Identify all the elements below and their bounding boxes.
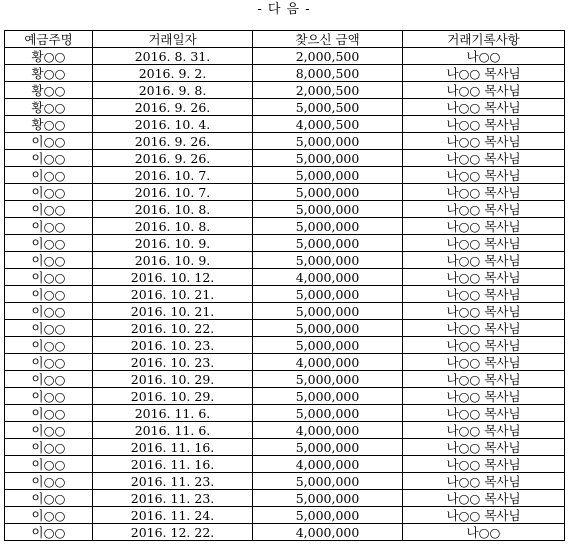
memo-cell: 나○○ 목사님 (403, 235, 565, 252)
memo-cell: 나○○ 목사님 (403, 286, 565, 303)
account-holder-cell: 황○○ (5, 65, 93, 82)
amount-cell: 5,000,000 (253, 167, 403, 184)
amount-cell: 5,000,000 (253, 490, 403, 507)
amount-cell: 4,000,000 (253, 456, 403, 473)
memo-cell: 나○○ 목사님 (403, 133, 565, 150)
account-holder-cell: 이○○ (5, 133, 93, 150)
table-row (5, 388, 565, 405)
amount-cell: 5,000,000 (253, 201, 403, 218)
memo-cell: 나○○ 목사님 (403, 167, 565, 184)
account-holder-cell: 황○○ (5, 82, 93, 99)
memo-cell: 나○○ 목사님 (403, 439, 565, 456)
memo-cell: 나○○ 목사님 (403, 252, 565, 269)
table-row (5, 303, 565, 320)
account-holder-cell: 이○○ (5, 201, 93, 218)
amount-cell: 5,000,500 (253, 99, 403, 116)
account-holder-cell: 이○○ (5, 337, 93, 354)
memo-cell: 나○○ 목사님 (403, 116, 565, 133)
transaction-date-cell: 2016. 11. 23. (93, 473, 253, 490)
table-row (5, 371, 565, 388)
memo-cell: 나○○ 목사님 (403, 218, 565, 235)
table-row (5, 507, 565, 524)
table-row (5, 65, 565, 82)
memo-cell: 나○○ 목사님 (403, 354, 565, 371)
amount-cell: 2,000,500 (253, 82, 403, 99)
transaction-date-cell: 2016. 10. 8. (93, 218, 253, 235)
amount-cell: 5,000,000 (253, 507, 403, 524)
transaction-date-cell: 2016. 10. 21. (93, 303, 253, 320)
table-row (5, 320, 565, 337)
account-holder-cell: 이○○ (5, 269, 93, 286)
transaction-date-cell: 2016. 10. 9. (93, 252, 253, 269)
account-holder-cell: 이○○ (5, 218, 93, 235)
amount-cell: 5,000,000 (253, 218, 403, 235)
memo-cell: 나○○ (403, 524, 565, 541)
account-holder-cell: 이○○ (5, 354, 93, 371)
amount-cell: 5,000,000 (253, 286, 403, 303)
table-row (5, 354, 565, 371)
account-holder-cell: 이○○ (5, 456, 93, 473)
amount-cell: 4,000,000 (253, 422, 403, 439)
transaction-date-cell: 2016. 10. 9. (93, 235, 253, 252)
memo-cell: 나○○ 목사님 (403, 303, 565, 320)
table-body (5, 48, 565, 541)
transaction-date-cell: 2016. 10. 29. (93, 388, 253, 405)
table-row (5, 133, 565, 150)
transaction-date-cell: 2016. 10. 23. (93, 354, 253, 371)
transaction-date-cell: 2016. 10. 7. (93, 167, 253, 184)
transaction-date-cell: 2016. 9. 8. (93, 82, 253, 99)
account-holder-cell: 이○○ (5, 252, 93, 269)
account-holder-cell: 이○○ (5, 286, 93, 303)
transaction-date-cell: 2016. 12. 22. (93, 524, 253, 541)
amount-cell: 4,000,000 (253, 524, 403, 541)
account-holder-cell: 이○○ (5, 150, 93, 167)
transaction-date-cell: 2016. 9. 26. (93, 150, 253, 167)
header-transaction-memo: 거래기록사항 (403, 31, 565, 48)
account-holder-cell: 이○○ (5, 473, 93, 490)
account-holder-cell: 이○○ (5, 439, 93, 456)
memo-cell: 나○○ 목사님 (403, 388, 565, 405)
table-row (5, 201, 565, 218)
amount-cell: 5,000,000 (253, 405, 403, 422)
amount-cell: 5,000,000 (253, 303, 403, 320)
table-row (5, 456, 565, 473)
table-row (5, 286, 565, 303)
table-row (5, 490, 565, 507)
table-row (5, 235, 565, 252)
memo-cell: 나○○ 목사님 (403, 371, 565, 388)
transaction-date-cell: 2016. 10. 23. (93, 337, 253, 354)
amount-cell: 5,000,000 (253, 184, 403, 201)
transaction-date-cell: 2016. 10. 12. (93, 269, 253, 286)
transaction-date-cell: 2016. 11. 6. (93, 422, 253, 439)
transaction-date-cell: 2016. 11. 23. (93, 490, 253, 507)
table-row (5, 48, 565, 65)
amount-cell: 5,000,000 (253, 337, 403, 354)
transaction-date-cell: 2016. 11. 16. (93, 439, 253, 456)
transaction-date-cell: 2016. 10. 22. (93, 320, 253, 337)
account-holder-cell: 이○○ (5, 490, 93, 507)
memo-cell: 나○○ 목사님 (403, 490, 565, 507)
amount-cell: 5,000,000 (253, 150, 403, 167)
account-holder-cell: 이○○ (5, 235, 93, 252)
amount-cell: 5,000,000 (253, 235, 403, 252)
memo-cell: 나○○ 목사님 (403, 99, 565, 116)
header-transaction-date: 거래일자 (93, 31, 253, 48)
account-holder-cell: 이○○ (5, 320, 93, 337)
table-row (5, 116, 565, 133)
transaction-date-cell: 2016. 10. 7. (93, 184, 253, 201)
memo-cell: 나○○ 목사님 (403, 473, 565, 490)
account-holder-cell: 황○○ (5, 116, 93, 133)
table-row (5, 167, 565, 184)
amount-cell: 5,000,000 (253, 320, 403, 337)
account-holder-cell: 이○○ (5, 303, 93, 320)
table-row (5, 184, 565, 201)
transaction-date-cell: 2016. 11. 16. (93, 456, 253, 473)
transaction-date-cell: 2016. 11. 6. (93, 405, 253, 422)
table-row (5, 439, 565, 456)
table-row (5, 82, 565, 99)
transaction-date-cell: 2016. 9. 26. (93, 99, 253, 116)
amount-cell: 5,000,000 (253, 473, 403, 490)
transaction-date-cell: 2016. 11. 24. (93, 507, 253, 524)
account-holder-cell: 이○○ (5, 388, 93, 405)
section-heading: - 다 음 - (257, 2, 311, 17)
memo-cell: 나○○ 목사님 (403, 507, 565, 524)
memo-cell: 나○○ 목사님 (403, 65, 565, 82)
amount-cell: 5,000,000 (253, 439, 403, 456)
amount-cell: 5,000,000 (253, 133, 403, 150)
withdrawal-table (4, 30, 565, 541)
account-holder-cell: 이○○ (5, 184, 93, 201)
table-row (5, 252, 565, 269)
transaction-date-cell: 2016. 9. 2. (93, 65, 253, 82)
account-holder-cell: 이○○ (5, 371, 93, 388)
table-row (5, 422, 565, 439)
amount-cell: 4,000,000 (253, 354, 403, 371)
memo-cell: 나○○ 목사님 (403, 320, 565, 337)
memo-cell: 나○○ 목사님 (403, 269, 565, 286)
memo-cell: 나○○ 목사님 (403, 201, 565, 218)
memo-cell: 나○○ 목사님 (403, 405, 565, 422)
account-holder-cell: 이○○ (5, 422, 93, 439)
amount-cell: 5,000,000 (253, 371, 403, 388)
header-withdrawn-amount: 찾으신 금액 (253, 31, 403, 48)
transaction-date-cell: 2016. 9. 26. (93, 133, 253, 150)
table-row (5, 99, 565, 116)
memo-cell: 나○○ 목사님 (403, 150, 565, 167)
header-account-holder: 예금주명 (5, 31, 93, 48)
amount-cell: 5,000,000 (253, 252, 403, 269)
account-holder-cell: 황○○ (5, 99, 93, 116)
table-header (5, 31, 565, 48)
transaction-date-cell: 2016. 10. 21. (93, 286, 253, 303)
memo-cell: 나○○ 목사님 (403, 337, 565, 354)
account-holder-cell: 황○○ (5, 48, 93, 65)
amount-cell: 2,000,500 (253, 48, 403, 65)
memo-cell: 나○○ 목사님 (403, 422, 565, 439)
transaction-date-cell: 2016. 8. 31. (93, 48, 253, 65)
amount-cell: 8,000,500 (253, 65, 403, 82)
account-holder-cell: 이○○ (5, 507, 93, 524)
table-row (5, 337, 565, 354)
transaction-date-cell: 2016. 10. 8. (93, 201, 253, 218)
table-row (5, 150, 565, 167)
table-row (5, 473, 565, 490)
amount-cell: 4,000,500 (253, 116, 403, 133)
table-row (5, 269, 565, 286)
account-holder-cell: 이○○ (5, 167, 93, 184)
memo-cell: 나○○ (403, 48, 565, 65)
memo-cell: 나○○ 목사님 (403, 456, 565, 473)
amount-cell: 5,000,000 (253, 388, 403, 405)
header-row (5, 31, 565, 48)
transaction-date-cell: 2016. 10. 4. (93, 116, 253, 133)
memo-cell: 나○○ 목사님 (403, 82, 565, 99)
account-holder-cell: 이○○ (5, 524, 93, 541)
table-row (5, 405, 565, 422)
table-row (5, 218, 565, 235)
table-row (5, 524, 565, 541)
memo-cell: 나○○ 목사님 (403, 184, 565, 201)
amount-cell: 4,000,000 (253, 269, 403, 286)
account-holder-cell: 이○○ (5, 405, 93, 422)
transaction-date-cell: 2016. 10. 29. (93, 371, 253, 388)
